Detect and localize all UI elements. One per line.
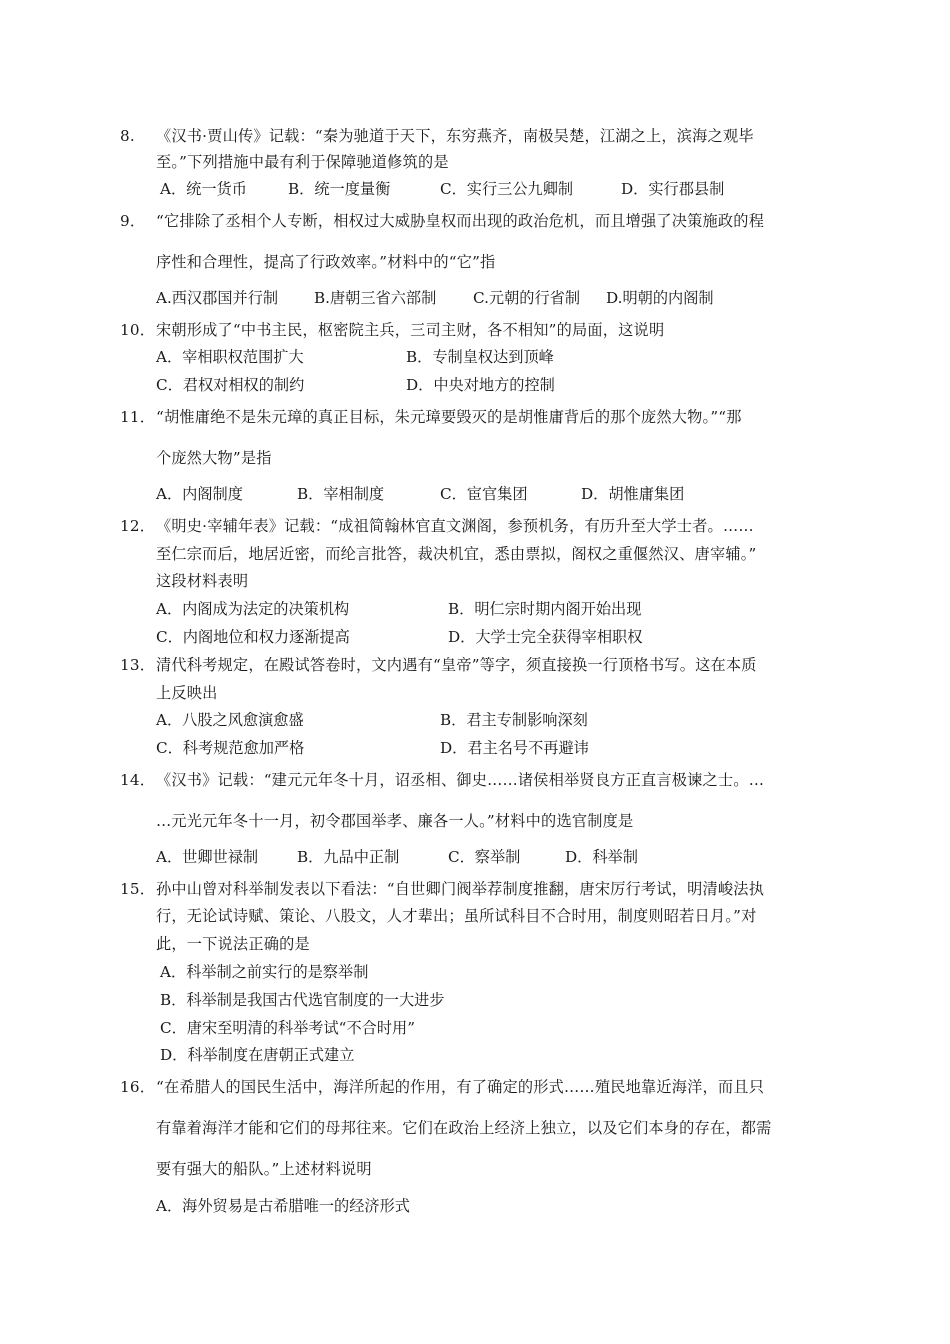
- option-c: C．唐宋至明清的科举考试“不合时用”: [160, 1019, 415, 1037]
- option-b: B．君主专制影响深刻: [440, 711, 588, 729]
- option-b: B.唐朝三省六部制: [314, 289, 437, 307]
- question-text-line: “在希腊人的国民生活中，海洋所起的作用，有了确定的形式……殖民地靠近海洋，而且只: [156, 1078, 765, 1096]
- option-b: B．专制皇权达到顶峰: [406, 348, 554, 366]
- option-d: D．大学士完全获得宰相职权: [448, 628, 643, 646]
- option-a: A．宰相职权范围扩大: [156, 348, 304, 366]
- question-number: 8.: [120, 127, 135, 145]
- question-text-line: 行，无论试诗赋、策论、八股文，人才辈出；虽所试科目不合时用，制度则昭若日月。”对: [156, 907, 757, 925]
- option-b: B．科举制是我国古代选官制度的一大进步: [160, 991, 445, 1009]
- option-b: B．九品中正制: [297, 848, 400, 866]
- option-c: C.元朝的行省制: [473, 289, 581, 307]
- option-a: A．统一货币: [160, 180, 247, 198]
- option-c: C．宦官集团: [440, 485, 528, 503]
- option-d: D．科举制度在唐朝正式建立: [160, 1046, 355, 1064]
- question-text-line: 《汉书·贾山传》记载：“秦为驰道于天下，东穷燕齐，南极吴楚，江湖之上，滨海之观毕: [156, 127, 754, 145]
- option-c: C．科考规范愈加严格: [156, 739, 305, 757]
- question-text-line: 《汉书》记载：“建元元年冬十月，诏丞相、御史……诸侯相举贤良方正直言极谏之士。…: [156, 771, 765, 789]
- question-number: 14．: [120, 771, 156, 789]
- question-text-line: 清代科考规定，在殿试答卷时，文内遇有“皇帝”等字，须直接换一行顶格书写。这在本质: [156, 656, 757, 674]
- question-number: 10．: [120, 321, 156, 339]
- question-text-line: 这段材料表明: [156, 572, 249, 590]
- question-number: 15．: [120, 880, 156, 898]
- option-a: A．八股之风愈演愈盛: [156, 711, 304, 729]
- option-d: D．君主名号不再避讳: [440, 739, 589, 757]
- question-text-line: “胡惟庸绝不是朱元璋的真正目标，朱元璋要毁灭的是胡惟庸背后的那个庞然大物。”“那: [156, 408, 742, 426]
- question-text-line: 《明史·宰辅年表》记载：“成祖简翰林官直文渊阁，参预机务，有历升至大学士者。……: [156, 517, 754, 535]
- option-a: A.西汉郡国并行制: [156, 289, 279, 307]
- option-c: C．察举制: [448, 848, 521, 866]
- question-text-line: 要有强大的船队。”上述材料说明: [156, 1160, 372, 1178]
- option-d: D．实行郡县制: [621, 180, 725, 198]
- option-a: A．内阁成为法定的决策机构: [156, 600, 350, 618]
- option-d: D．科举制: [565, 848, 638, 866]
- question-text-line: 孙中山曾对科举制发表以下看法：“自世卿门阀举荐制度推翻，唐宋厉行考试，明清峻法执: [156, 880, 765, 898]
- option-b: B．宰相制度: [297, 485, 385, 503]
- question-text-line: 至。”下列措施中最有利于保障驰道修筑的是: [156, 153, 449, 171]
- question-text-line: “它排除了丞相个人专断，相权过大威胁皇权而出现的政治危机，而且增强了决策施政的程: [156, 212, 765, 230]
- option-a: A．内阁制度: [156, 485, 243, 503]
- question-number: 16．: [120, 1078, 156, 1096]
- option-c: C．内阁地位和权力逐渐提高: [156, 628, 350, 646]
- option-d: D．胡惟庸集团: [581, 485, 685, 503]
- question-number: 13．: [120, 656, 156, 674]
- option-c: C．君权对相权的制约: [156, 376, 305, 394]
- question-number: 12．: [120, 517, 156, 535]
- question-text-line: 个庞然大物”是指: [156, 449, 272, 467]
- option-d: D．中央对地方的控制: [406, 376, 555, 394]
- question-text-line: 有靠着海洋才能和它们的母邦往来。它们在政治上经济上独立，以及它们本身的存在，都需: [156, 1119, 772, 1137]
- question-text-line: 序性和合理性，提高了行政效率。”材料中的“它”指: [156, 253, 496, 271]
- question-number: 9．: [120, 212, 146, 230]
- option-a: A．世卿世禄制: [156, 848, 259, 866]
- option-b: B．统一度量衡: [288, 180, 391, 198]
- question-text-line: 至仁宗而后，地居近密，而纶言批答，裁决机宜，悉由票拟，阁权之重偃然汉、唐宰辅。”: [156, 545, 757, 563]
- option-a: A．海外贸易是古希腊唯一的经济形式: [156, 1197, 410, 1215]
- option-b: B．明仁宗时期内阁开始出现: [448, 600, 642, 618]
- question-text-line: …元光元年冬十一月，初令郡国举孝、廉各一人。”材料中的选官制度是: [156, 812, 634, 830]
- question-number: 11．: [120, 408, 156, 426]
- option-d: D.明朝的内阁制: [606, 289, 714, 307]
- question-text-line: 上反映出: [156, 684, 218, 702]
- question-text-line: 此，一下说法正确的是: [156, 935, 310, 953]
- option-c: C．实行三公九卿制: [440, 180, 574, 198]
- question-text-line: 宋朝形成了“中书主民，枢密院主兵，三司主财，各不相知”的局面，这说明: [156, 321, 665, 339]
- option-a: A．科举制之前实行的是察举制: [160, 963, 369, 981]
